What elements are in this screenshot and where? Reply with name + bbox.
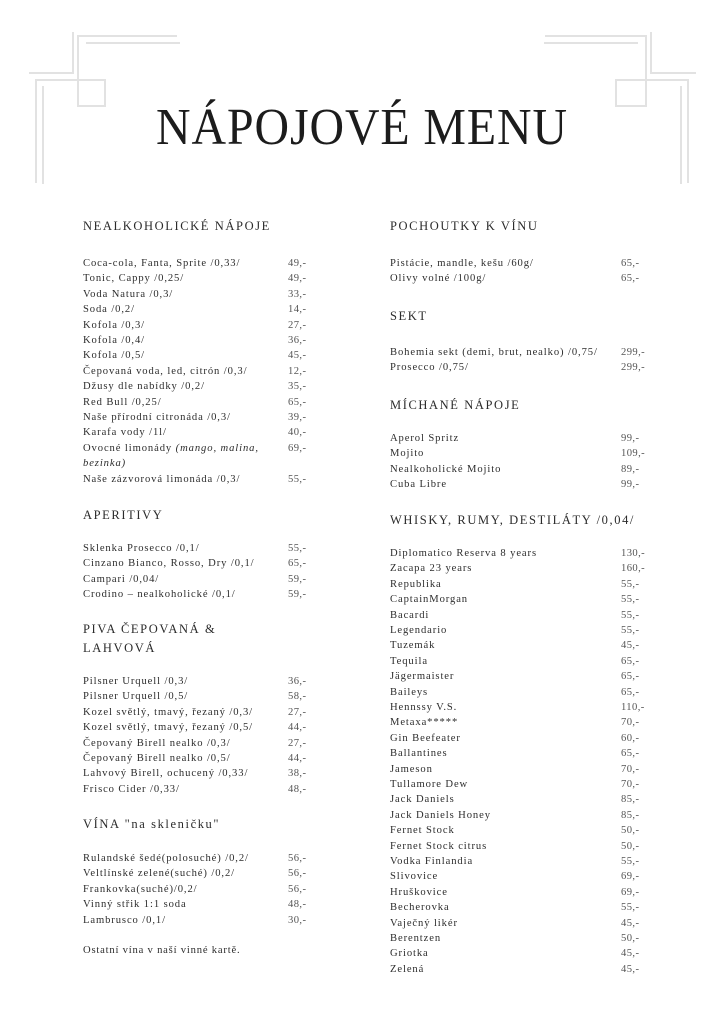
- menu-item-name: Sklenka Prosecco /0,1/: [83, 543, 200, 554]
- menu-item-name: Pilsner Urquell /0,3/: [83, 676, 189, 687]
- section-title-pochoutky: POCHOUTKY K VÍNU: [390, 219, 539, 233]
- menu-item-name: Olivy volné /100g/: [390, 273, 487, 285]
- menu-item-price: 45,-: [621, 917, 640, 929]
- menu-item-price: 27,-: [288, 737, 307, 749]
- menu-item-price: 50,-: [621, 840, 640, 852]
- menu-item-name: Gin Beefeater: [390, 732, 461, 744]
- menu-item-price: 27,-: [288, 706, 307, 718]
- section-title-nealko: NEALKOHOLICKÉ NÁPOJE: [83, 219, 271, 233]
- menu-item-name: Frankovka(suché)/0,2/: [83, 883, 198, 895]
- menu-item-price: 14,-: [288, 304, 307, 316]
- menu-item-price: 58,-: [288, 691, 307, 703]
- menu-item-price: 56,-: [288, 868, 307, 880]
- section-title-michane: MÍCHANÉ NÁPOJE: [390, 398, 521, 412]
- menu-item-name: Crodino – nealkoholické /0,1/: [83, 589, 236, 601]
- menu-item-name: Lambrusco /0,1/: [83, 914, 166, 926]
- menu-item-name: Frisco Cider /0,33/: [83, 783, 180, 795]
- menu-item-name: Metaxa*****: [390, 717, 459, 729]
- menu-item-price: 44,-: [288, 722, 307, 734]
- menu-item-price: 45,-: [621, 948, 640, 960]
- menu-item-name: Bacardi: [390, 609, 430, 621]
- menu-item-price: 65,-: [621, 686, 640, 698]
- menu-item-name: Veltlínské zelené(suché) /0,2/: [83, 868, 236, 880]
- menu-item-price: 65,-: [288, 558, 307, 570]
- menu-item-name: Kozel světlý, tmavý, řezaný /0,5/: [83, 722, 254, 734]
- menu-item-price: 49,-: [288, 273, 307, 285]
- menu-item-price: 59,-: [288, 589, 307, 601]
- menu-item-price: 60,-: [621, 732, 640, 744]
- menu-item-name: Jack Daniels Honey: [390, 809, 491, 821]
- menu-item-name: Aperol Spritz: [390, 433, 460, 444]
- menu-item-name: Becherovka: [390, 902, 450, 914]
- menu-item-name: Jägermaister: [390, 671, 455, 683]
- menu-item-price: 65,-: [621, 655, 640, 667]
- menu-item-name: Voda Natura /0,3/: [83, 288, 174, 300]
- menu-item-name: Soda /0,2/: [83, 304, 135, 316]
- menu-item-name: Ballantines: [390, 748, 448, 760]
- menu-item-name: Jameson: [390, 763, 433, 775]
- menu-item-price: 55,-: [621, 625, 640, 636]
- menu-item-price: 55,-: [621, 594, 640, 606]
- menu-item-name: Kofola /0,5/: [83, 350, 145, 362]
- menu-item-price: 85,-: [621, 794, 640, 806]
- menu-item-price: 50,-: [621, 825, 640, 837]
- menu-item-name: Hruškovice: [390, 886, 448, 898]
- menu-item-name: Rulandské šedé(polosuché) /0,2/: [83, 853, 249, 864]
- menu-item-name: Slivovice: [390, 871, 439, 883]
- menu-item-price: 299,-: [621, 362, 646, 374]
- menu-item-name: Vaječný likér: [390, 917, 458, 929]
- menu-item-price: 33,-: [288, 288, 307, 300]
- menu-item-price: 65,-: [621, 273, 640, 285]
- menu-item-price: 36,-: [288, 676, 307, 687]
- menu-item-name: Cuba Libre: [390, 479, 447, 491]
- menu-item-price: 44,-: [288, 753, 307, 764]
- menu-item-name-continuation: bezinka): [83, 458, 127, 470]
- menu-item-name: Prosecco /0,75/: [390, 362, 469, 374]
- menu-item-price: 45,-: [621, 963, 640, 975]
- menu-item-price: 48,-: [288, 783, 307, 795]
- menu-item-price: 48,-: [288, 899, 307, 911]
- menu-item-price: 49,-: [288, 258, 307, 269]
- menu-item-name: Tuzemák: [390, 640, 436, 652]
- menu-item-name: Zelená: [390, 963, 425, 975]
- menu-item-name: Fernet Stock citrus: [390, 840, 488, 852]
- menu-item-price: 69,-: [288, 442, 307, 454]
- section-title-piva-line2: LAHVOVÁ: [83, 641, 156, 655]
- menu-item-name: Kozel světlý, tmavý, řezaný /0,3/: [83, 706, 254, 718]
- menu-item-price: 12,-: [288, 365, 307, 377]
- menu-item-price: 27,-: [288, 319, 307, 331]
- menu-item-name: Tequila: [390, 655, 428, 667]
- menu-item-name: Republika: [390, 578, 442, 590]
- menu-item-name: Berentzen: [390, 933, 442, 944]
- menu-item-name: Džusy dle nabídky /0,2/: [83, 381, 205, 393]
- menu-item-name: Ovocné limonády (mango, malina,: [83, 442, 259, 454]
- menu-item-price: 110,-: [621, 702, 645, 713]
- menu-item-price: 30,-: [288, 914, 307, 926]
- menu-item-price: 55,-: [621, 902, 640, 914]
- menu-item-name: Baileys: [390, 686, 429, 698]
- menu-item-price: 70,-: [621, 717, 640, 729]
- menu-item-name: Karafa vody /1l/: [83, 427, 167, 439]
- menu-item-name: Zacapa 23 years: [390, 563, 473, 575]
- menu-item-name: Vodka Finlandia: [390, 856, 474, 867]
- menu-item-name: Kofola /0,4/: [83, 335, 145, 346]
- wine-note: Ostatní vína v naší vinné kartě.: [83, 945, 241, 956]
- menu-item-name: Diplomatico Reserva 8 years: [390, 548, 537, 559]
- menu-item-price: 130,-: [621, 548, 646, 559]
- menu-item-name: Bohemia sekt (demi, brut, nealko) /0,75/: [390, 347, 598, 358]
- menu-item-name: Jack Daniels: [390, 794, 455, 806]
- menu-item-price: 99,-: [621, 433, 640, 444]
- menu-item-price: 39,-: [288, 412, 307, 423]
- section-title-whisky: WHISKY, RUMY, DESTILÁTY /0,04/: [390, 513, 635, 527]
- menu-item-price: 70,-: [621, 779, 640, 790]
- menu-item-price: 160,-: [621, 563, 646, 575]
- section-title-piva-line1: PIVA ČEPOVANÁ &: [83, 622, 217, 636]
- menu-item-price: 45,-: [621, 640, 640, 652]
- menu-item-price: 55,-: [621, 578, 640, 590]
- menu-item-price: 59,-: [288, 573, 307, 585]
- menu-item-name: Legendario: [390, 625, 448, 636]
- menu-item-price: 89,-: [621, 463, 640, 475]
- menu-item-name: Hennssy V.S.: [390, 702, 458, 713]
- menu-item-price: 65,-: [288, 396, 307, 408]
- menu-item-name: Mojito: [390, 448, 425, 460]
- menu-item-price: 35,-: [288, 381, 307, 393]
- menu-item-price: 55,-: [288, 543, 307, 554]
- section-title-sekt: SEKT: [390, 309, 428, 323]
- menu-item-name: Kofola /0,3/: [83, 319, 145, 331]
- menu-item-name: Fernet Stock: [390, 825, 455, 837]
- menu-item-name: Čepovaná voda, led, citrón /0,3/: [83, 365, 248, 377]
- menu-item-price: 56,-: [288, 883, 307, 895]
- menu-item-name: CaptainMorgan: [390, 594, 468, 606]
- menu-item-price: 299,-: [621, 347, 646, 358]
- menu-item-price: 45,-: [288, 350, 307, 362]
- menu-item-price: 85,-: [621, 809, 640, 821]
- menu-item-name: Griotka: [390, 948, 429, 960]
- menu-item-price: 40,-: [288, 427, 307, 439]
- menu-item-price: 70,-: [621, 763, 640, 775]
- menu-item-name: Tullamore Dew: [390, 779, 469, 790]
- menu-item-price: 65,-: [621, 671, 640, 683]
- menu-item-name: Naše přírodní citronáda /0,3/: [83, 412, 231, 423]
- menu-item-name: Cinzano Bianco, Rosso, Dry /0,1/: [83, 558, 255, 570]
- menu-item-price: 55,-: [288, 473, 307, 485]
- menu-item-name: Čepovaný Birell nealko /0,3/: [83, 737, 231, 749]
- menu-item-price: 38,-: [288, 768, 307, 780]
- menu-item-name: Red Bull /0,25/: [83, 396, 162, 408]
- menu-item-price: 50,-: [621, 933, 640, 944]
- menu-item-name: Pistácie, mandle, kešu /60g/: [390, 258, 534, 269]
- menu-item-name-italic: (mango, malina,: [172, 442, 259, 454]
- menu-item-name: Vinný střik 1:1 soda: [83, 899, 187, 911]
- menu-item-name: Lahvový Birell, ochucený /0,33/: [83, 768, 249, 780]
- menu-item-price: 65,-: [621, 258, 640, 269]
- section-title-vina: VÍNA "na skleničku": [83, 817, 221, 831]
- menu-item-name: Tonic, Cappy /0,25/: [83, 273, 185, 285]
- menu-item-price: 69,-: [621, 886, 640, 898]
- menu-item-name: Coca-cola, Fanta, Sprite /0,33/: [83, 258, 241, 269]
- menu-item-name: Čepovaný Birell nealko /0,5/: [83, 753, 231, 764]
- menu-item-price: 65,-: [621, 748, 640, 760]
- menu-item-price: 56,-: [288, 853, 307, 864]
- menu-item-price: 69,-: [621, 871, 640, 883]
- menu-item-price: 36,-: [288, 335, 307, 346]
- menu-item-name: Campari /0,04/: [83, 573, 160, 585]
- menu-item-price: 55,-: [621, 856, 640, 867]
- page-title: NÁPOJOVÉ MENU: [156, 99, 568, 156]
- menu-item-name: Naše zázvorová limonáda /0,3/: [83, 473, 241, 485]
- section-title-aperitivy: APERITIVY: [83, 508, 164, 522]
- menu-item-price: 99,-: [621, 479, 640, 491]
- menu-item-price: 55,-: [621, 609, 640, 621]
- menu-item-price: 109,-: [621, 448, 646, 460]
- menu-item-name: Pilsner Urquell /0,5/: [83, 691, 189, 703]
- menu-item-name: Nealkoholické Mojito: [390, 463, 502, 475]
